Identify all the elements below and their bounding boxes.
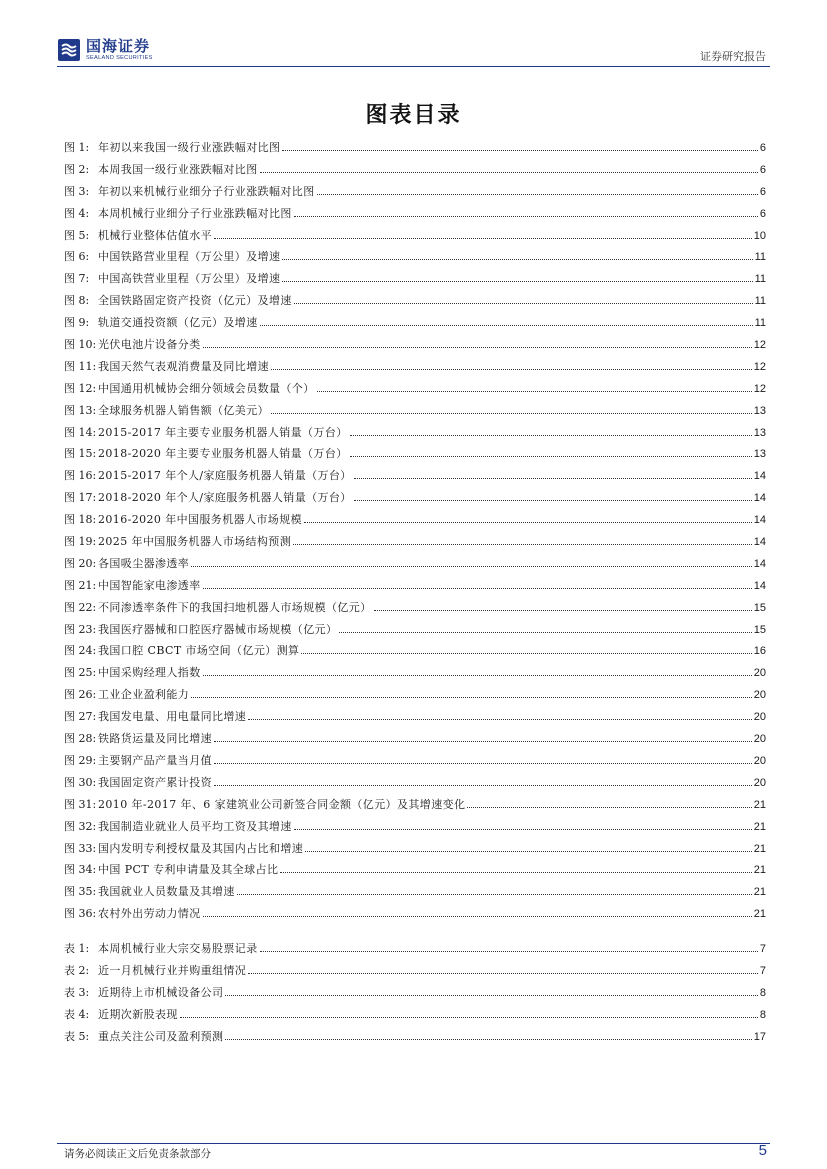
toc-dot-leader (282, 271, 752, 282)
toc-title: 光伏电池片设备分类 (98, 338, 201, 352)
toc-label: 图 34: (64, 863, 97, 877)
toc-title: 本周我国一级行业涨跌幅对比图 (98, 162, 258, 176)
toc-dot-leader (354, 468, 752, 479)
page-title: 图表目录 (365, 102, 462, 128)
toc-label: 图 7: (64, 272, 90, 286)
toc-page-number: 11 (754, 317, 766, 330)
figure-list-item[interactable] (64, 137, 766, 159)
toc-page-number: 10 (753, 229, 766, 242)
toc-label: 表 1: (64, 942, 90, 955)
toc-label: 图 14: (64, 425, 97, 439)
figure-list-item[interactable] (64, 159, 766, 181)
toc-page-number: 20 (753, 754, 766, 767)
table-list-item[interactable] (64, 1004, 766, 1026)
toc-page-number: 15 (753, 623, 766, 636)
toc-page-number: 20 (753, 711, 766, 724)
toc-page-number: 7 (759, 964, 766, 977)
figure-list-item[interactable] (64, 728, 766, 750)
toc-label: 图 20: (64, 556, 97, 570)
toc-dot-leader (294, 819, 752, 830)
toc-title: 我国制造业就业人员平均工资及其增速 (98, 819, 292, 833)
toc-dot-leader (304, 512, 752, 523)
toc-title: 机械行业整体估值水平 (98, 228, 212, 242)
toc-label: 图 35: (64, 885, 97, 899)
sealand-logo-icon (57, 38, 81, 62)
toc-title: 中国智能家电渗透率 (98, 578, 201, 592)
toc-label: 图 6: (64, 250, 90, 264)
toc-dot-leader (225, 985, 757, 996)
toc-dot-leader (317, 184, 758, 195)
toc-label: 图 13: (64, 403, 97, 417)
toc-title: 本周机械行业细分子行业涨跌幅对比图 (98, 206, 292, 220)
figure-list-item[interactable] (64, 772, 766, 794)
figure-list-item[interactable] (64, 378, 766, 400)
toc-title: 工业企业盈利能力 (98, 688, 190, 702)
figure-list-item[interactable] (64, 662, 766, 684)
toc-label: 图 3: (64, 184, 90, 198)
figure-list-item[interactable] (64, 750, 766, 772)
toc-page-number: 12 (753, 382, 766, 395)
toc-title: 2016-2020 年中国服务机器人市场规模 (98, 513, 303, 527)
brand-name-en: SEALAND SECURITIES (86, 55, 153, 61)
toc-label: 图 1: (64, 141, 90, 154)
brand-name-cn: 国海证券 (86, 37, 151, 55)
toc-page-number: 20 (753, 733, 766, 746)
toc-page-number: 11 (754, 295, 766, 308)
toc-page-number: 12 (753, 339, 766, 352)
figure-list-item[interactable] (64, 597, 766, 619)
toc-title: 年初以来我国一级行业涨跌幅对比图 (98, 141, 281, 154)
toc-dot-leader (191, 556, 752, 567)
toc-dot-leader (191, 687, 752, 698)
report-type: 证券研究报告 (700, 50, 766, 63)
page-header (57, 36, 770, 67)
toc-title: 我国发电量、用电量同比增速 (98, 710, 247, 724)
toc-title: 不同渗透率条件下的我国扫地机器人市场规模（亿元） (98, 600, 372, 614)
toc-page-number: 11 (754, 251, 766, 264)
disclaimer-note: 请务必阅读正文后免责条款部分 (64, 1148, 211, 1160)
toc-page-number: 6 (759, 207, 766, 220)
toc-label: 图 15: (64, 447, 97, 461)
toc-page-number: 21 (753, 864, 766, 877)
toc-label: 图 19: (64, 535, 97, 549)
toc-page-number: 6 (759, 185, 766, 198)
toc-page-number: 6 (759, 142, 766, 154)
figure-list-item[interactable] (64, 619, 766, 641)
toc-page-number: 14 (753, 536, 766, 549)
toc-label: 图 9: (64, 316, 90, 330)
toc-page-number: 21 (753, 798, 766, 811)
toc-page-number: 14 (753, 579, 766, 592)
toc-title: 年初以来机械行业细分子行业涨跌幅对比图 (98, 184, 315, 198)
toc-label: 图 27: (64, 710, 97, 724)
toc-title: 近期次新股表现 (98, 1007, 178, 1021)
toc-label: 图 23: (64, 622, 97, 636)
toc-title: 我国就业人员数量及其增速 (98, 885, 235, 899)
brand-logo (57, 36, 153, 64)
toc-title: 主要钢产品产量当月值 (98, 753, 212, 767)
toc-title: 轨道交通投资额（亿元）及增速 (98, 316, 258, 330)
toc-page-number: 21 (753, 842, 766, 855)
toc-title: 全球服务机器人销售额（亿美元） (98, 403, 269, 417)
toc-page-number: 15 (753, 601, 766, 614)
toc-dot-leader (305, 841, 752, 852)
toc-title: 我国口腔 CBCT 市场空间（亿元）测算 (98, 644, 300, 658)
toc-title: 中国铁路营业里程（万公里）及增速 (98, 250, 281, 264)
toc-title: 各国吸尘器渗透率 (98, 556, 190, 570)
toc-title: 中国通用机械协会细分领域会员数量（个） (98, 381, 315, 395)
toc-label: 图 12: (64, 381, 97, 395)
toc-label: 图 21: (64, 578, 97, 592)
figure-list-item[interactable] (64, 838, 766, 860)
toc-dot-leader (271, 359, 752, 370)
toc-title: 2025 年中国服务机器人市场结构预测 (98, 535, 292, 549)
toc-title: 我国医疗器械和口腔医疗器械市场规模（亿元） (98, 622, 338, 636)
toc-page-number: 17 (753, 1030, 766, 1043)
figure-list-item[interactable] (64, 465, 766, 487)
toc-title: 中国高铁营业里程（万公里）及增速 (98, 272, 281, 286)
toc-label: 表 5: (64, 1029, 90, 1043)
toc-label: 图 32: (64, 819, 97, 833)
toc-page-number: 7 (759, 943, 766, 955)
toc-label: 图 31: (64, 797, 97, 811)
figure-list-item[interactable] (64, 181, 766, 203)
toc-label: 表 4: (64, 1007, 90, 1021)
figure-list-item[interactable] (64, 443, 766, 465)
toc-page-number: 8 (759, 986, 766, 999)
toc-label: 图 5: (64, 228, 90, 242)
page-number: 5 (758, 1142, 767, 1159)
toc-title: 2015-2017 年主要专业服务机器人销量（万台） (98, 425, 348, 439)
toc-title: 本周机械行业大宗交易股票记录 (98, 942, 258, 955)
toc-title: 重点关注公司及盈利预测 (98, 1029, 224, 1043)
toc-title: 2018-2020 年主要专业服务机器人销量（万台） (98, 447, 348, 461)
figure-list-item[interactable] (64, 903, 766, 925)
toc-dot-leader (350, 446, 752, 457)
figure-list-item[interactable] (64, 356, 766, 378)
toc-dot-leader (271, 403, 752, 414)
figure-list-item[interactable] (64, 487, 766, 509)
toc-label: 图 30: (64, 775, 97, 789)
toc-label: 图 8: (64, 294, 90, 308)
toc-label: 表 2: (64, 963, 90, 977)
toc-label: 图 24: (64, 644, 97, 658)
figure-list-item[interactable] (64, 794, 766, 816)
table-list-item[interactable] (64, 938, 766, 960)
toc-title: 近期待上市机械设备公司 (98, 985, 224, 999)
toc-page-number: 14 (753, 557, 766, 570)
toc-dot-leader (214, 775, 752, 786)
toc-label: 图 4: (64, 206, 90, 220)
toc-dot-leader (237, 884, 752, 895)
toc-dot-leader (294, 206, 758, 217)
figure-list-item[interactable] (64, 422, 766, 444)
figure-list-item[interactable] (64, 531, 766, 553)
toc-page-number: 13 (753, 426, 766, 439)
toc-dot-leader (225, 1029, 751, 1040)
figure-list-item[interactable] (64, 640, 766, 662)
toc-page-number: 20 (753, 776, 766, 789)
toc-dot-leader (293, 534, 752, 545)
toc-dot-leader (350, 425, 752, 436)
figure-list-item[interactable] (64, 203, 766, 225)
toc-dot-leader (260, 162, 758, 173)
figure-list-item[interactable] (64, 859, 766, 881)
figure-list-item[interactable] (64, 706, 766, 728)
toc-title: 中国采购经理人指数 (98, 666, 201, 680)
toc-label: 图 28: (64, 732, 97, 746)
toc-dot-leader (280, 862, 751, 873)
toc-title: 农村外出劳动力情况 (98, 907, 201, 921)
table-list (64, 938, 766, 1047)
toc-dot-leader (214, 731, 752, 742)
figure-list-item[interactable] (64, 290, 766, 312)
toc-title: 中国 PCT 专利申请量及其全球占比 (98, 863, 279, 877)
toc-page-number: 8 (759, 1008, 766, 1021)
toc-page-number: 20 (753, 689, 766, 702)
toc-dot-leader (203, 337, 752, 348)
figure-list-item[interactable] (64, 684, 766, 706)
toc-dot-leader (214, 228, 752, 239)
toc-title: 我国固定资产累计投资 (98, 775, 212, 789)
toc-dot-leader (282, 140, 757, 151)
toc-page-number: 21 (753, 886, 766, 899)
toc-page-number: 11 (754, 273, 766, 286)
figure-list-item[interactable] (64, 816, 766, 838)
toc-page-number: 14 (753, 470, 766, 483)
toc-page-number: 20 (753, 667, 766, 680)
toc-dot-leader (374, 600, 752, 611)
toc-label: 图 22: (64, 600, 97, 614)
toc-page-number: 16 (753, 645, 766, 658)
toc-page-number: 14 (753, 492, 766, 505)
toc-dot-leader (301, 643, 751, 654)
toc-dot-leader (248, 963, 758, 974)
toc-dot-leader (180, 1007, 758, 1018)
toc-label: 图 18: (64, 513, 97, 527)
toc-label: 图 33: (64, 841, 97, 855)
figure-list-item[interactable] (64, 509, 766, 531)
toc-dot-leader (203, 665, 752, 676)
toc-label: 图 10: (64, 338, 97, 352)
toc-title: 国内发明专利授权量及其国内占比和增速 (98, 841, 304, 855)
toc-label: 图 17: (64, 491, 97, 505)
toc-label: 图 2: (64, 162, 90, 176)
toc-dot-leader (467, 797, 751, 808)
figure-list-item[interactable] (64, 575, 766, 597)
toc-label: 图 26: (64, 688, 97, 702)
toc-dot-leader (339, 622, 751, 633)
figure-list-item[interactable] (64, 553, 766, 575)
toc-label: 图 29: (64, 753, 97, 767)
toc-title: 2018-2020 年个人/家庭服务机器人销量（万台） (98, 491, 352, 505)
table-list-item[interactable] (64, 1026, 766, 1048)
table-list-item[interactable] (64, 982, 766, 1004)
figure-list-item[interactable] (64, 400, 766, 422)
toc-page-number: 13 (753, 448, 766, 461)
figure-list-item[interactable] (64, 881, 766, 903)
toc-page-number: 21 (753, 908, 766, 921)
figure-list (64, 137, 766, 925)
toc-label: 图 16: (64, 469, 97, 483)
toc-title: 2015-2017 年个人/家庭服务机器人销量（万台） (98, 469, 352, 483)
toc-title: 铁路货运量及同比增速 (98, 732, 212, 746)
toc-dot-leader (260, 315, 753, 326)
toc-page-number: 21 (753, 820, 766, 833)
toc-title: 全国铁路固定资产投资（亿元）及增速 (98, 294, 292, 308)
toc-dot-leader (294, 293, 753, 304)
toc-page-number: 14 (753, 514, 766, 527)
toc-dot-leader (203, 906, 752, 917)
figure-list-item[interactable] (64, 268, 766, 290)
toc-page-number: 13 (753, 404, 766, 417)
toc-dot-leader (354, 490, 752, 501)
toc-page-number: 6 (759, 163, 766, 176)
figure-list-item[interactable] (64, 225, 766, 247)
footer-rule (57, 1143, 770, 1145)
figure-list-item[interactable] (64, 312, 766, 334)
toc-dot-leader (214, 753, 752, 764)
toc-dot-leader (260, 941, 758, 952)
figure-list-item[interactable] (64, 334, 766, 356)
toc-label: 图 11: (64, 359, 97, 373)
figure-list-item[interactable] (64, 246, 766, 268)
toc-label: 图 25: (64, 666, 97, 680)
toc-title: 2010 年-2017 年、6 家建筑业公司新签合同金额（亿元）及其增速变化 (98, 797, 466, 811)
toc-dot-leader (317, 381, 752, 392)
toc-dot-leader (203, 578, 752, 589)
toc-label: 表 3: (64, 985, 90, 999)
toc-label: 图 36: (64, 907, 97, 921)
toc-title: 我国天然气表观消费量及同比增速 (98, 359, 269, 373)
toc-dot-leader (248, 709, 752, 720)
toc-page-number: 12 (753, 360, 766, 373)
toc-title: 近一月机械行业并购重组情况 (98, 963, 247, 977)
table-list-item[interactable] (64, 960, 766, 982)
toc-dot-leader (282, 249, 752, 260)
